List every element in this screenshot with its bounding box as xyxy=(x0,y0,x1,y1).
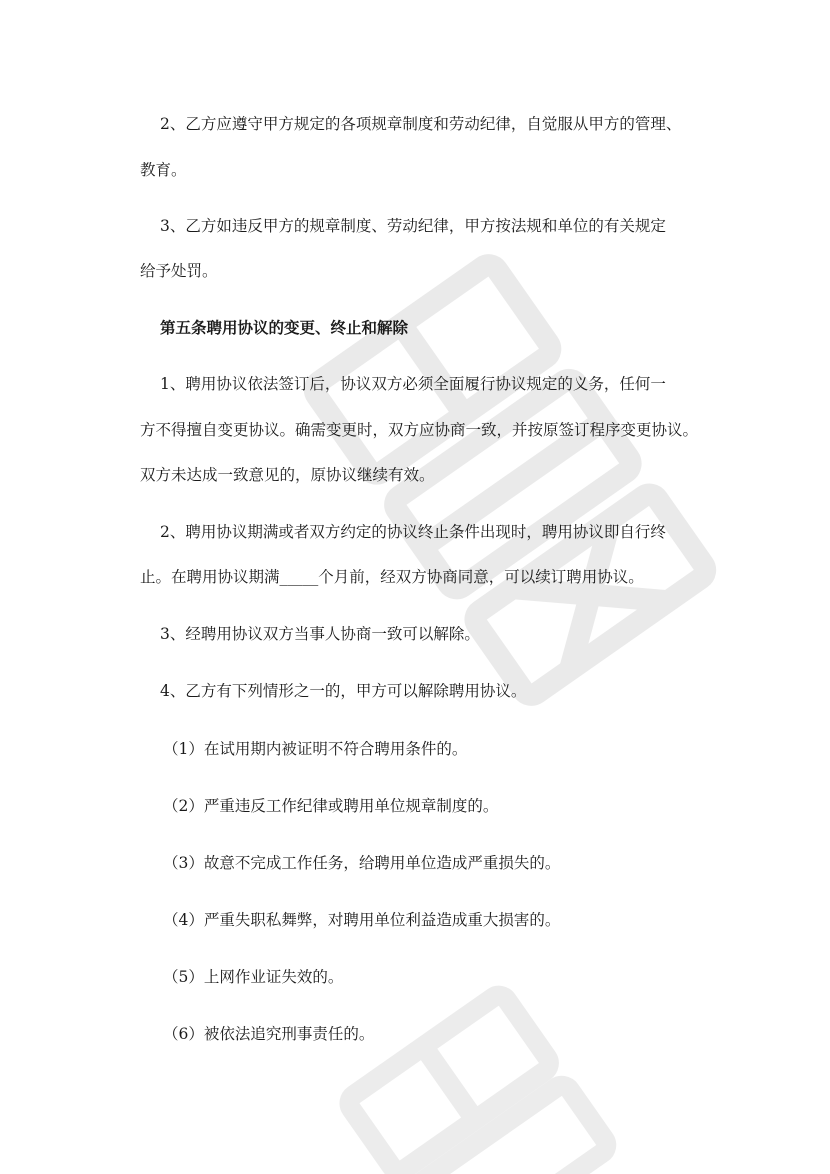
paragraph-2-line-2: 教育。 xyxy=(140,161,187,179)
section-5-clause-2-line-1: 2、聘用协议期满或者双方约定的协议终止条件出现时，聘用协议即自行终 xyxy=(160,523,666,541)
section-5-heading: 第五条聘用协议的变更、终止和解除 xyxy=(160,318,409,337)
list-item: （3）故意不完成工作任务，给聘用单位造成严重损失的。 xyxy=(163,854,561,872)
paragraph-2-line-1: 2、乙方应遵守甲方规定的各项规章制度和劳动纪律，自觉服从甲方的管理、 xyxy=(160,115,682,133)
section-5-clause-2-line-2: 止。在聘用协议期满_____个月前，经双方协商同意，可以续订聘用协议。 xyxy=(140,568,644,586)
section-5-clause-1-line-1: 1、聘用协议依法签订后，协议双方必须全面履行协议规定的义务，任何一 xyxy=(160,375,666,393)
paragraph-3-line-2: 给予处罚。 xyxy=(140,262,218,280)
section-5-clause-4: 4、乙方有下列情形之一的，甲方可以解除聘用协议。 xyxy=(160,682,527,700)
watermark-fragment-icon xyxy=(310,958,641,1174)
list-item: （5）上网作业证失效的。 xyxy=(163,968,344,986)
section-5-clause-1-line-2: 方不得擅自变更协议。确需变更时，双方应协商一致，并按原签订程序变更协议。 xyxy=(140,421,699,439)
paragraph-3-line-1: 3、乙方如违反甲方的规章制度、劳动纪律，甲方按法规和单位的有关规定 xyxy=(160,217,666,235)
list-item: （4）严重失职私舞弊，对聘用单位利益造成重大损害的。 xyxy=(163,911,561,929)
list-item: （6）被依法追究刑事责任的。 xyxy=(163,1025,375,1043)
section-5-clause-1-line-3: 双方未达成一致意见的，原协议继续有效。 xyxy=(140,466,435,484)
section-5-clause-3: 3、经聘用协议双方当事人协商一致可以解除。 xyxy=(160,625,480,643)
list-item: （2）严重违反工作纪律或聘用单位规章制度的。 xyxy=(163,797,499,815)
list-item: （1）在试用期内被证明不符合聘用条件的。 xyxy=(163,740,468,758)
